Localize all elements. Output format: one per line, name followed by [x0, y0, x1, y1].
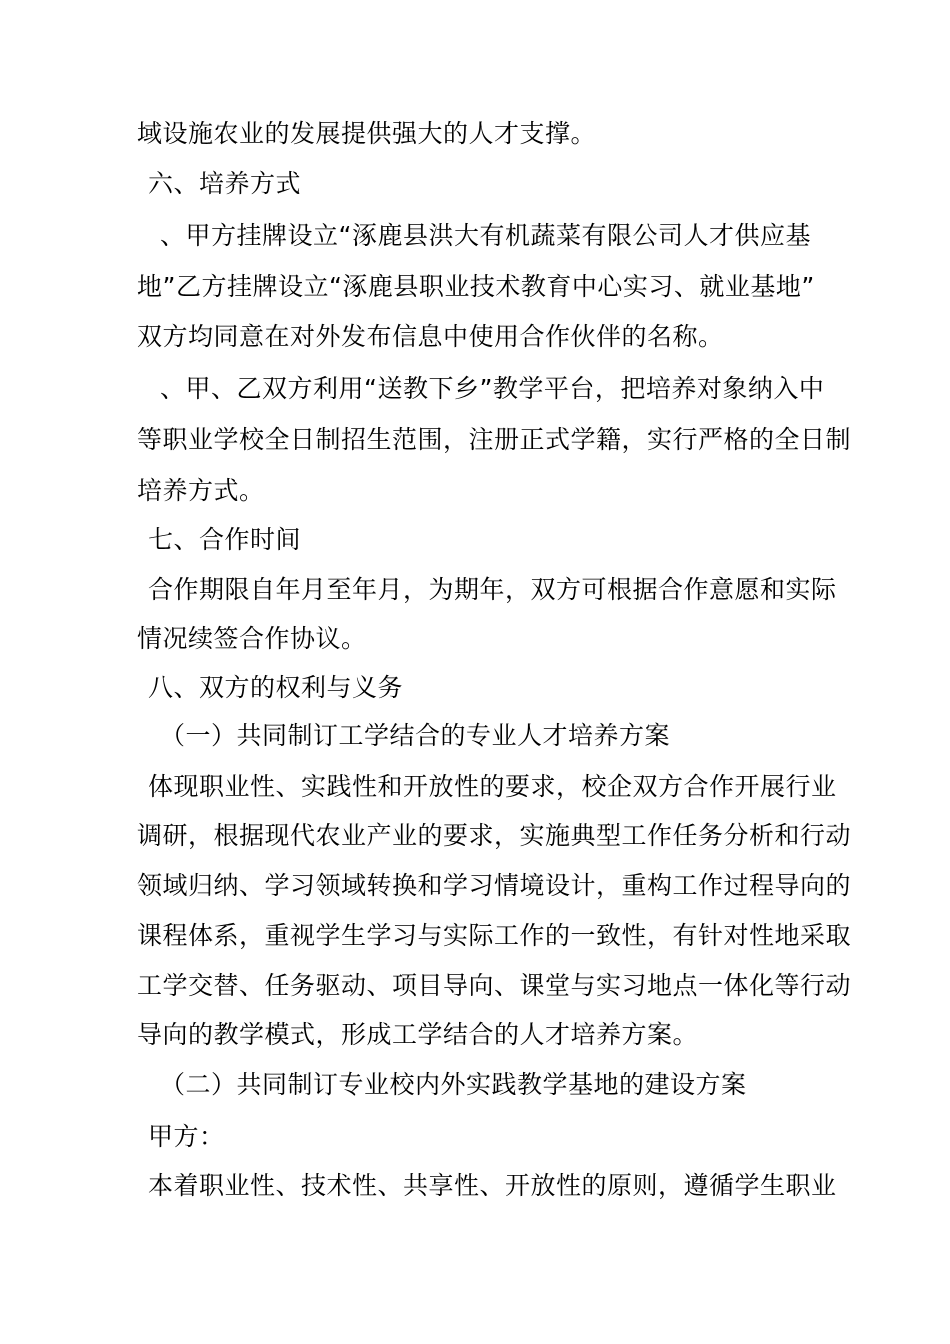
text-line: 、甲方挂牌设立“涿鹿县洪大有机蔬菜有限公司人才供应基 [160, 221, 811, 250]
text-line: 体现职业性、实践性和开放性的要求，校企双方合作开展行业 [148, 772, 837, 801]
text-line: 双方均同意在对外发布信息中使用合作伙伴的名称。 [137, 322, 724, 351]
text-line: 域设施农业的发展提供强大的人才支撑。 [137, 119, 597, 148]
text-line: 地”乙方挂牌设立“涿鹿县职业技术教育中心实习、就业基地” [137, 272, 815, 301]
text-line: 情况续签合作协议。 [137, 624, 367, 653]
subsection-heading: （二）共同制订专业校内外实践教学基地的建设方案 [160, 1070, 747, 1099]
section-heading: 六、培养方式 [148, 169, 302, 198]
subsection-heading: （一）共同制订工学结合的专业人才培养方案 [160, 721, 671, 750]
text-line: 本着职业性、技术性、共享性、开放性的原则，遵循学生职业 [148, 1171, 837, 1200]
text-line: 调研，根据现代农业产业的要求，实施典型工作任务分析和行动 [137, 821, 852, 850]
text-line: 工学交替、任务驱动、项目导向、课堂与实习地点一体化等行动 [137, 971, 852, 1000]
section-heading: 七、合作时间 [148, 525, 302, 554]
text-line: 、甲、乙双方利用“送教下乡”教学平台，把培养对象纳入中 [160, 374, 825, 403]
text-line: 甲方： [148, 1122, 225, 1151]
text-line: 领域归纳、学习领域转换和学习情境设计，重构工作过程导向的 [137, 871, 852, 900]
text-line: 等职业学校全日制招生范围，注册正式学籍，实行严格的全日制 [137, 425, 852, 454]
text-line: 导向的教学模式，形成工学结合的人才培养方案。 [137, 1020, 699, 1049]
text-line: 课程体系，重视学生学习与实际工作的一致性，有针对性地采取 [137, 921, 852, 950]
text-line: 合作期限自年月至年月，为期年，双方可根据合作意愿和实际 [148, 575, 837, 604]
section-heading: 八、双方的权利与义务 [148, 673, 404, 702]
text-line: 培养方式。 [137, 476, 265, 505]
